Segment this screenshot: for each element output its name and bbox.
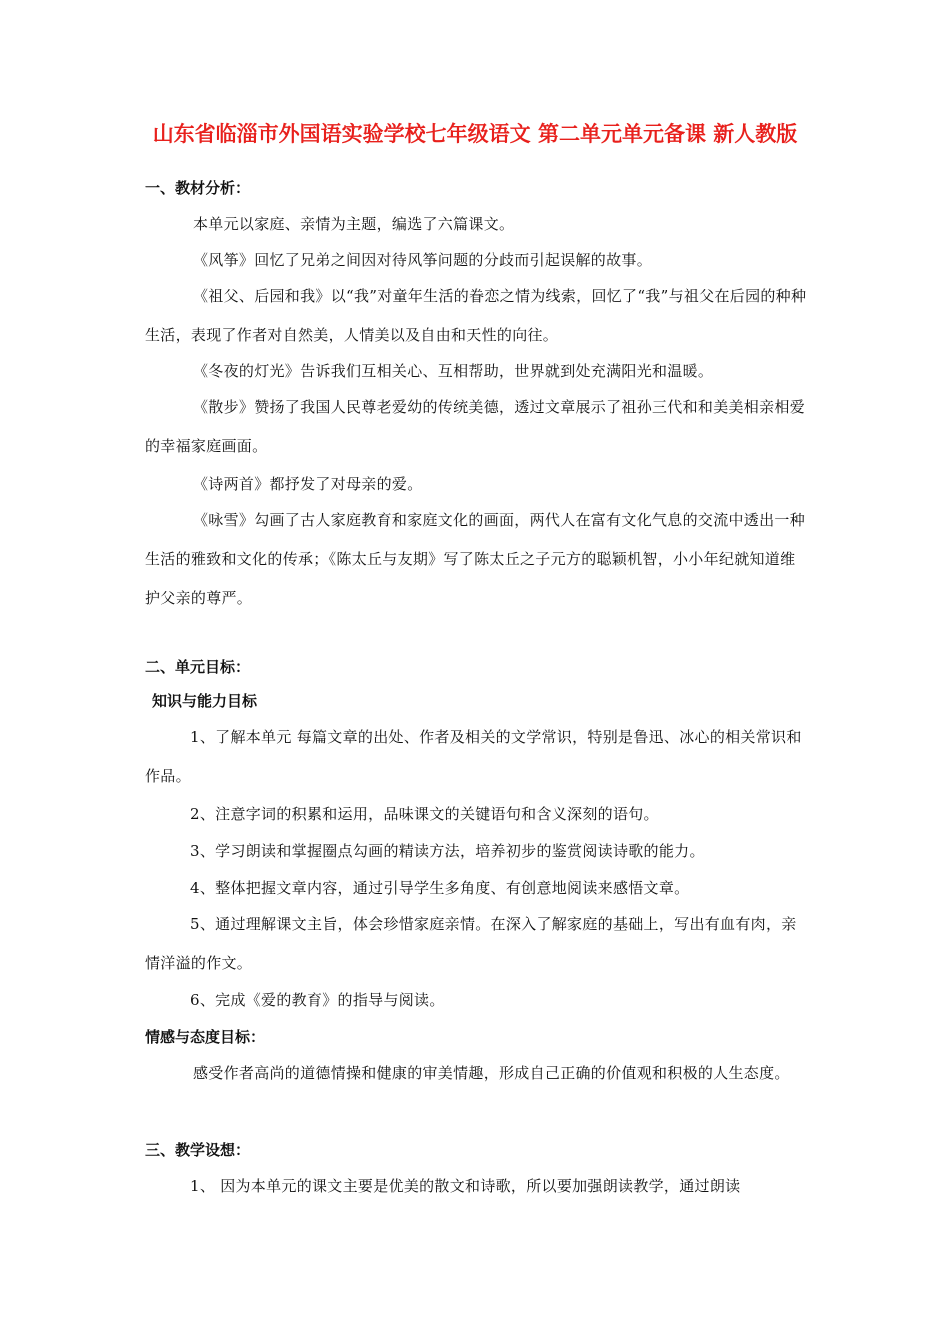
goal-item: 4、整体把握文章内容，通过引导学生多角度、有创意地阅读来感悟文章。 [190,879,690,897]
analysis-paragraph: 《祖父、后园和我》以“我”对童年生活的眷恋之情为线索，回忆了“我”与祖父在后园的种种生活，表现了作者对自然美，人情美以及自由和天性的向往。 [145,287,807,344]
section-heading-design: 三、教学设想： [145,1141,251,1159]
emotion-paragraph: 感受作者高尚的道德情操和健康的审美情趣，形成自己正确的价值观和积极的人生态度。 [193,1064,790,1082]
section-heading-analysis: 一、教材分析： [145,179,251,197]
subheading-emotion: 情感与态度目标： [145,1028,266,1046]
analysis-paragraph: 本单元以家庭、亲情为主题，编选了六篇课文。 [193,215,515,233]
goal-item: 2、注意字词的积累和运用，品味课文的关键语句和含义深刻的语句。 [190,805,659,823]
goal-item: 1、了解本单元 每篇文章的出处、作者及相关的文学常识，特别是鲁迅、冰心的相关常识和作品。 [145,728,802,785]
design-item: 1、 因为本单元的课文主要是优美的散文和诗歌，所以要加强朗读教学，通过朗读 [190,1177,741,1195]
goal-item: 5、通过理解课文主旨，体会珍惜家庭亲情。在深入了解家庭的基础上，写出有血有肉，亲情洋溢的作文。 [145,915,797,972]
subheading-knowledge: 知识与能力目标 [152,692,258,710]
goal-item: 3、学习朗读和掌握圈点勾画的精读方法，培养初步的鉴赏阅读诗歌的能力。 [190,842,705,860]
analysis-paragraph: 《诗两首》都抒发了对母亲的爱。 [193,475,423,493]
goal-item: 6、完成《爱的教育》的指导与阅读。 [190,991,445,1009]
analysis-paragraph: 《风筝》回忆了兄弟之间因对待风筝问题的分歧而引起误解的故事。 [193,251,653,269]
analysis-paragraph: 《散步》赞扬了我国人民尊老爱幼的传统美德，透过文章展示了祖孙三代和和美美相亲相爱的幸福家庭画面。 [145,398,806,455]
section-heading-goals: 二、单元目标： [145,658,251,676]
analysis-paragraph: 《冬夜的灯光》告诉我们互相关心、互相帮助，世界就到处充满阳光和温暖。 [193,362,714,380]
analysis-paragraph: 《咏雪》勾画了古人家庭教育和家庭文化的画面，两代人在富有文化气息的交流中透出一种生活的雅致和文化的传承；《陈太丘与友期》写了陈太丘之子元方的聪颖机智，小小年纪就知道维护父亲的尊严。 [145,511,806,607]
document-title: 山东省临淄市外国语实验学校七年级语文 第二单元单元备课 新人教版 [152,122,798,146]
